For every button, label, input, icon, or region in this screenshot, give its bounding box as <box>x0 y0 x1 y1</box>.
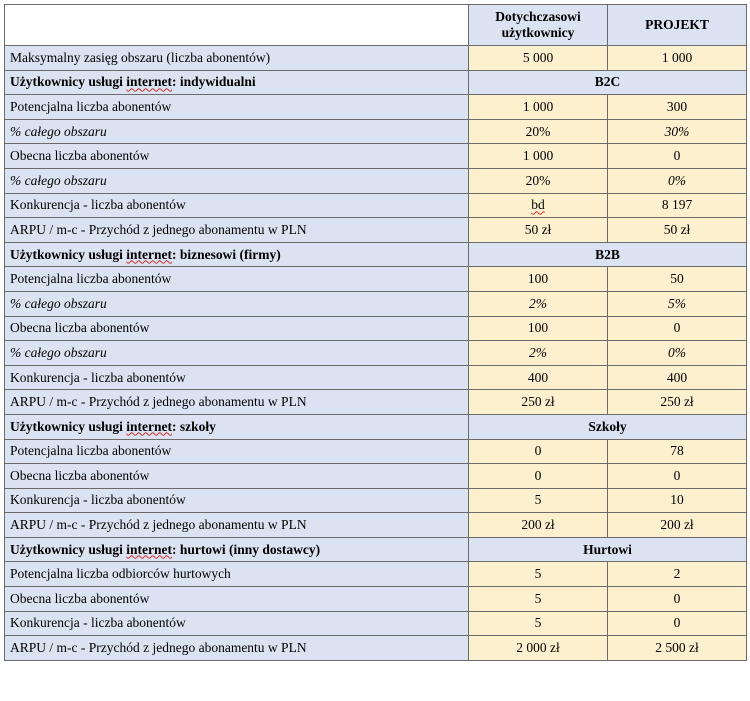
value-project: 0 <box>608 144 747 169</box>
section-title-suffix: : indywidualni <box>172 74 256 90</box>
table-row <box>5 218 747 243</box>
value-project: 2 <box>608 562 747 587</box>
section-segment-name: B2C <box>469 70 747 95</box>
table-row <box>5 464 747 489</box>
header-row <box>5 5 747 46</box>
value-project: 2 500 zł <box>608 636 747 661</box>
section-title-suffix: : szkoły <box>172 418 216 434</box>
table-row <box>5 390 747 415</box>
value-existing-users-text: bd <box>531 197 545 213</box>
area-row <box>5 46 747 71</box>
value-existing-users-text: 20% <box>525 172 551 188</box>
value-existing-users-text: 2% <box>529 344 547 360</box>
area-value-project: 1 000 <box>608 46 747 71</box>
value-existing-users <box>469 218 608 243</box>
row-label: ARPU / m-c - Przychód z jednego abonamentu w PLN <box>5 218 469 243</box>
value-project: 0 <box>608 611 747 636</box>
section-segment-name: Szkoły <box>469 414 747 439</box>
section-title <box>5 537 469 562</box>
area-value-existing: 5 000 <box>469 46 608 71</box>
section-header-row <box>5 414 747 439</box>
value-existing-users <box>469 291 608 316</box>
value-existing-users <box>469 390 608 415</box>
value-project: 0 <box>608 464 747 489</box>
table-row <box>5 611 747 636</box>
value-existing-users-text: 250 zł <box>521 394 555 410</box>
value-project: 0 <box>608 316 747 341</box>
section-title <box>5 70 469 95</box>
value-existing-users <box>469 365 608 390</box>
header-empty-cell <box>5 5 469 46</box>
value-existing-users-text: 5 <box>534 615 542 631</box>
section-title <box>5 242 469 267</box>
row-label: Konkurencja - liczba abonentów <box>5 365 469 390</box>
header-existing-users-line2: użytkownicy <box>501 25 575 40</box>
section-title <box>5 414 469 439</box>
value-project: 5% <box>608 291 747 316</box>
value-existing-users-text: 1 000 <box>522 98 554 114</box>
header-existing-users <box>469 5 608 46</box>
value-existing-users <box>469 513 608 538</box>
row-label: Konkurencja - liczba abonentów <box>5 611 469 636</box>
row-label-percent: % całego obszaru <box>5 119 469 144</box>
value-project: 250 zł <box>608 390 747 415</box>
section-segment-name: B2B <box>469 242 747 267</box>
value-project: 0 <box>608 587 747 612</box>
area-label: Maksymalny zasięg obszaru (liczba abonentów) <box>5 46 469 71</box>
table-row <box>5 636 747 661</box>
value-project: 400 <box>608 365 747 390</box>
row-label: Potencjalna liczba abonentów <box>5 267 469 292</box>
value-existing-users-text: 100 <box>527 320 549 336</box>
value-existing-users <box>469 611 608 636</box>
value-existing-users-text: 2% <box>529 295 547 311</box>
section-title-keyword: internet <box>126 541 173 557</box>
section-header-row <box>5 242 747 267</box>
table-row <box>5 513 747 538</box>
value-existing-users-text: 200 zł <box>521 517 555 533</box>
section-title-prefix: Użytkownicy usługi <box>10 541 127 557</box>
table-row <box>5 587 747 612</box>
value-existing-users <box>469 341 608 366</box>
section-header-row <box>5 70 747 95</box>
table-row <box>5 95 747 120</box>
table-row <box>5 316 747 341</box>
row-label: ARPU / m-c - Przychód z jednego abonamentu w PLN <box>5 636 469 661</box>
value-project: 300 <box>608 95 747 120</box>
value-existing-users <box>469 562 608 587</box>
section-title-keyword: internet <box>126 418 173 434</box>
value-existing-users-text: 0 <box>534 467 542 483</box>
row-label: ARPU / m-c - Przychód z jednego abonamentu w PLN <box>5 390 469 415</box>
table-row <box>5 168 747 193</box>
value-project: 30% <box>608 119 747 144</box>
row-label-percent: % całego obszaru <box>5 341 469 366</box>
value-existing-users-text: 5 <box>534 590 542 606</box>
value-existing-users <box>469 316 608 341</box>
section-title-keyword: internet <box>126 246 173 262</box>
value-existing-users-text: 5 <box>534 566 542 582</box>
section-title-prefix: Użytkownicy usługi <box>10 418 127 434</box>
section-segment-name: Hurtowi <box>469 537 747 562</box>
value-existing-users <box>469 193 608 218</box>
table-row <box>5 439 747 464</box>
value-project: 200 zł <box>608 513 747 538</box>
value-existing-users-text: 0 <box>534 443 542 459</box>
value-project: 0% <box>608 168 747 193</box>
value-existing-users <box>469 464 608 489</box>
value-existing-users-text: 100 <box>527 271 549 287</box>
table-row <box>5 488 747 513</box>
row-label: Obecna liczba abonentów <box>5 316 469 341</box>
section-title-prefix: Użytkownicy usługi <box>10 246 127 262</box>
subscriber-table <box>4 4 747 661</box>
row-label-percent: % całego obszaru <box>5 168 469 193</box>
row-label: Obecna liczba abonentów <box>5 144 469 169</box>
value-project: 10 <box>608 488 747 513</box>
value-existing-users <box>469 144 608 169</box>
table-row <box>5 562 747 587</box>
section-header-row <box>5 537 747 562</box>
table-row <box>5 193 747 218</box>
row-label: Potencjalna liczba abonentów <box>5 439 469 464</box>
value-existing-users-text: 20% <box>525 123 551 139</box>
row-label-percent: % całego obszaru <box>5 291 469 316</box>
value-existing-users <box>469 168 608 193</box>
value-existing-users-text: 1 000 <box>522 148 554 164</box>
row-label: Konkurencja - liczba abonentów <box>5 193 469 218</box>
value-project: 78 <box>608 439 747 464</box>
table-body <box>5 5 747 661</box>
row-label: ARPU / m-c - Przychód z jednego abonamentu w PLN <box>5 513 469 538</box>
row-label: Potencjalna liczba odbiorców hurtowych <box>5 562 469 587</box>
header-existing-users-line1: Dotychczasowi <box>495 9 581 24</box>
value-existing-users-text: 400 <box>527 369 549 385</box>
value-existing-users-text: 50 zł <box>524 221 552 237</box>
value-existing-users <box>469 636 608 661</box>
value-project: 50 zł <box>608 218 747 243</box>
value-existing-users-text: 2 000 zł <box>516 640 560 656</box>
row-label: Obecna liczba abonentów <box>5 464 469 489</box>
table-row <box>5 119 747 144</box>
value-existing-users <box>469 119 608 144</box>
value-project: 8 197 <box>608 193 747 218</box>
value-existing-users <box>469 439 608 464</box>
table-row <box>5 365 747 390</box>
section-title-suffix: : biznesowi (firmy) <box>172 246 281 262</box>
value-existing-users <box>469 95 608 120</box>
value-existing-users <box>469 587 608 612</box>
section-title-suffix: : hurtowi (inny dostawcy) <box>172 541 321 557</box>
row-label: Obecna liczba abonentów <box>5 587 469 612</box>
value-existing-users <box>469 488 608 513</box>
value-project: 0% <box>608 341 747 366</box>
header-project: PROJEKT <box>608 5 747 46</box>
table-row <box>5 341 747 366</box>
row-label: Konkurencja - liczba abonentów <box>5 488 469 513</box>
value-project: 50 <box>608 267 747 292</box>
value-existing-users-text: 5 <box>534 492 542 508</box>
table-row <box>5 144 747 169</box>
section-title-prefix: Użytkownicy usługi <box>10 74 127 90</box>
table-row <box>5 267 747 292</box>
table-row <box>5 291 747 316</box>
section-title-keyword: internet <box>126 74 173 90</box>
row-label: Potencjalna liczba abonentów <box>5 95 469 120</box>
value-existing-users <box>469 267 608 292</box>
